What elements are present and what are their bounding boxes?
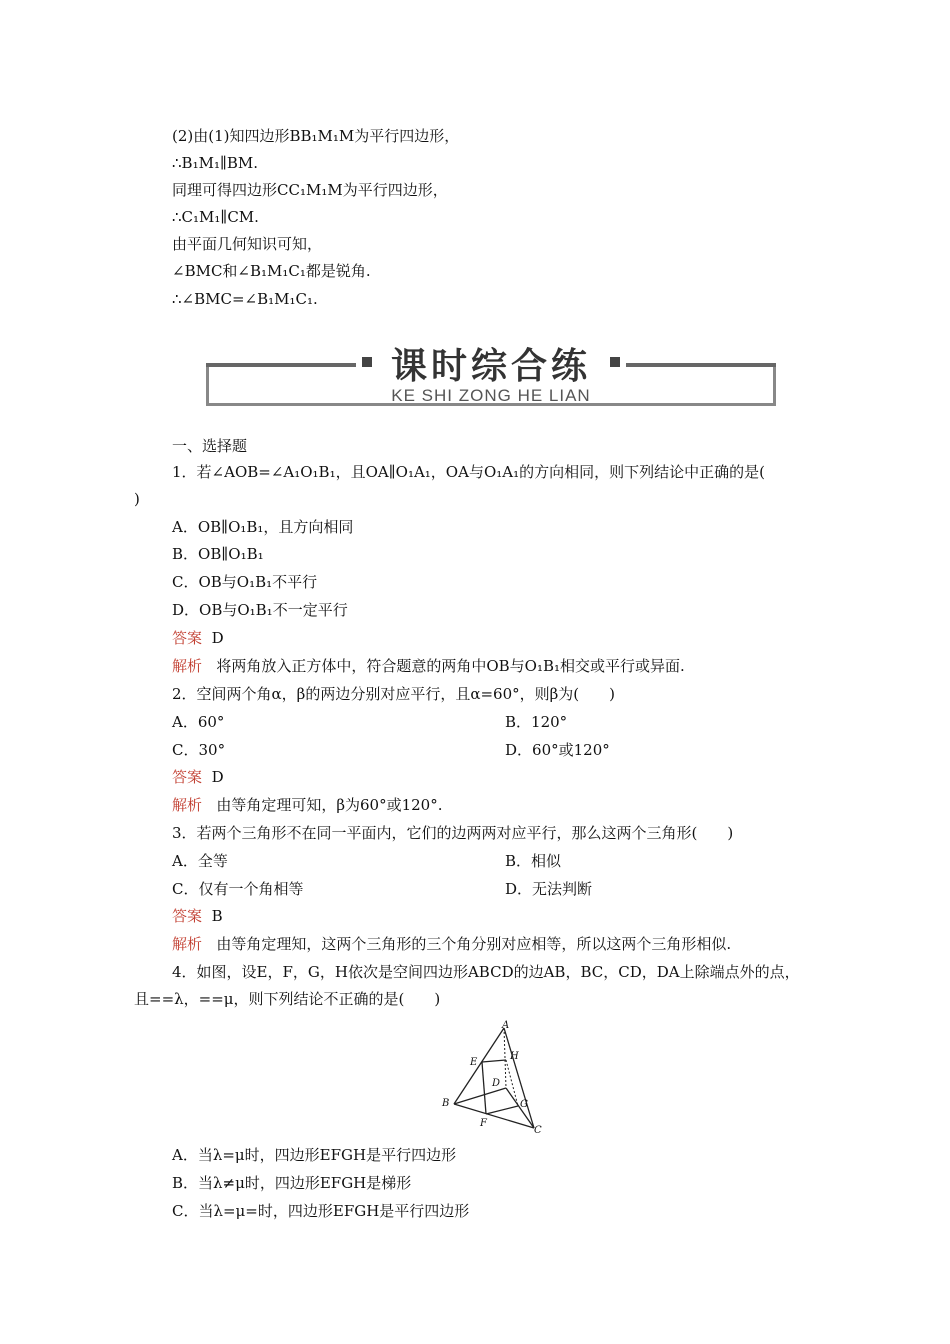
edge-ad-dashed <box>504 1028 506 1088</box>
q1-stem-end: ) <box>134 490 140 508</box>
analysis-label: 解析 <box>172 935 203 953</box>
q1-option-c: C．OB与O₁B₁不平行 <box>172 573 318 591</box>
answer-label: 答案 <box>172 768 203 786</box>
q1-option-b: B．OB∥O₁B₁ <box>172 545 264 563</box>
q2-option-d: D．60°或120° <box>505 741 610 759</box>
edge-fg <box>486 1106 518 1114</box>
proof-line-5: 由平面几何知识可知， <box>172 235 323 253</box>
q1-analysis-text: 将两角放入正方体中，符合题意的两角中OB与O₁B₁相交或平行或异面. <box>216 657 685 675</box>
q1-stem: 1．若∠AOB=∠A₁O₁B₁，且OA∥O₁A₁，OA与O₁A₁的方向相同，则下列结论中正确的是( <box>172 463 765 481</box>
edge-eh <box>482 1060 506 1062</box>
figure-label-c: C <box>534 1125 542 1136</box>
analysis-label: 解析 <box>172 657 203 675</box>
q1-answer-value: D <box>211 629 224 647</box>
proof-line-7: ∴∠BMC=∠B₁M₁C₁. <box>172 290 318 308</box>
edge-ab <box>454 1028 504 1104</box>
q2-analysis <box>172 795 443 815</box>
q1-option-d: D．OB与O₁B₁不一定平行 <box>172 601 348 619</box>
q2-option-b: B．120° <box>505 713 568 731</box>
q4-option-b: B．当λ≠μ时，四边形EFGH是梯形 <box>172 1174 412 1192</box>
proof-line-4: ∴C₁M₁∥CM. <box>172 208 259 226</box>
q4-option-c: C．当λ=μ=时，四边形EFGH是平行四边形 <box>172 1202 470 1220</box>
q4-option-a: A．当λ=μ时，四边形EFGH是平行四边形 <box>172 1146 457 1164</box>
q2-analysis-text: 由等角定理可知，β为60°或120°. <box>216 796 443 814</box>
q2-stem: 2．空间两个角α，β的两边分别对应平行，且α=60°，则β为( ) <box>172 685 616 703</box>
q1-analysis <box>172 656 685 676</box>
q3-option-b: B．相似 <box>505 852 562 870</box>
q4-stem: 4．如图，设E，F，G，H依次是空间四边形ABCD的边AB，BC，CD，DA上除端点外的点， <box>172 963 800 981</box>
banner-subtitle: KE SHI ZONG HE LIAN <box>391 386 591 405</box>
edge-bd <box>454 1088 506 1104</box>
q3-analysis-text: 由等角定理知，这两个三角形的三个角分别对应相等，所以这两个三角形相似. <box>216 935 732 953</box>
answer-label: 答案 <box>172 629 203 647</box>
q4-stem-2: 且==λ，==μ，则下列结论不正确的是( ) <box>134 990 441 1008</box>
edge-ef <box>482 1062 486 1114</box>
q3-analysis <box>172 934 731 954</box>
q3-answer <box>172 906 223 926</box>
q1-answer <box>172 628 224 648</box>
proof-line-2: ∴B₁M₁∥BM. <box>172 154 259 172</box>
q3-stem: 3．若两个三角形不在同一平面内，它们的边两两对应平行，那么这两个三角形( ) <box>172 824 734 842</box>
figure-label-e: E <box>470 1057 478 1068</box>
figure-label-b: B <box>442 1098 450 1109</box>
q2-option-a: A．60° <box>172 713 225 731</box>
q2-answer-value: D <box>211 768 224 786</box>
answer-label: 答案 <box>172 907 203 925</box>
figure-label-f: F <box>480 1118 487 1129</box>
figure-label-d: D <box>492 1078 501 1089</box>
tetrahedron-figure <box>434 1018 546 1136</box>
q2-answer <box>172 767 224 787</box>
q3-option-d: D．无法判断 <box>505 880 593 898</box>
banner-title: 课时综合练 <box>390 346 591 387</box>
figure-label-a: A <box>502 1020 510 1031</box>
proof-line-6: ∠BMC和∠B₁M₁C₁都是锐角. <box>172 262 371 280</box>
q1-option-a: A．OB∥O₁B₁，且方向相同 <box>172 518 354 536</box>
q3-option-c: C．仅有一个角相等 <box>172 880 304 898</box>
q3-answer-value: B <box>211 907 223 925</box>
analysis-label: 解析 <box>172 796 203 814</box>
edge-ac <box>504 1028 534 1128</box>
section-banner <box>206 336 776 408</box>
proof-line-1: (2)由(1)知四边形BB₁M₁M为平行四边形， <box>172 127 460 145</box>
figure-label-h: H <box>510 1051 519 1062</box>
q3-option-a: A．全等 <box>172 852 228 870</box>
figure-label-g: G <box>520 1099 528 1110</box>
proof-line-3: 同理可得四边形CC₁M₁M为平行四边形， <box>172 181 448 199</box>
section-heading: 一、选择题 <box>172 437 248 455</box>
q2-option-c: C．30° <box>172 741 226 759</box>
